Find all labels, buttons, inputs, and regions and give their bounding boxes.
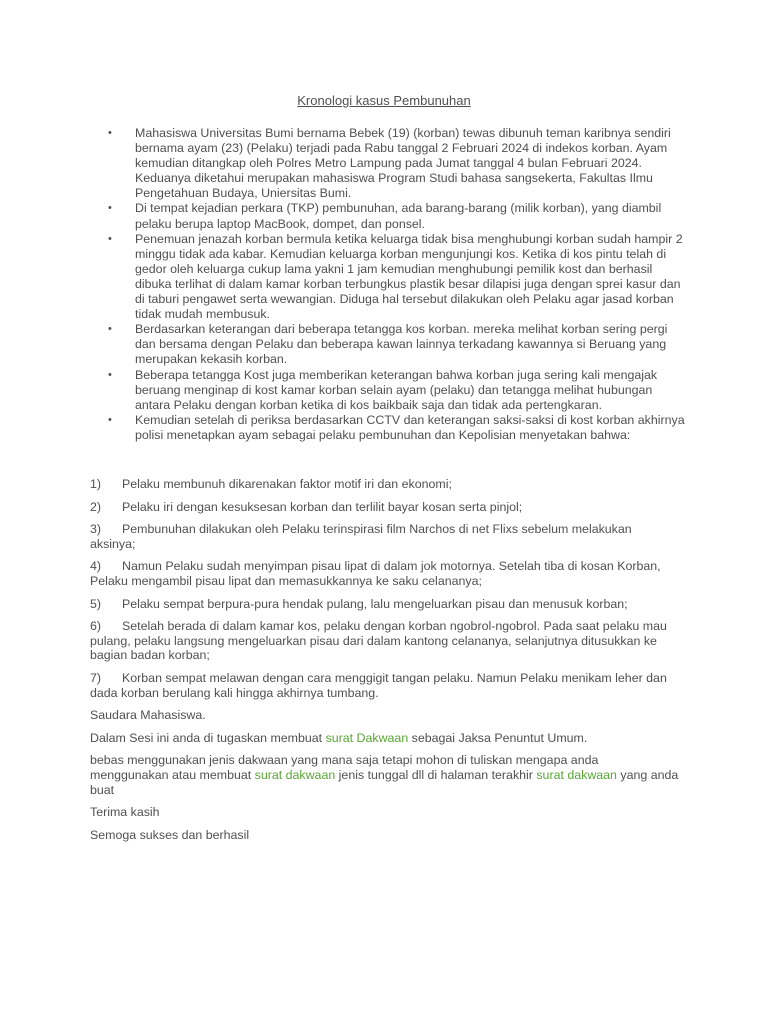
item-number: 7) [90, 670, 102, 685]
item-number: 1) [90, 477, 102, 491]
bullet-text: Kemudian setelah di periksa berdasarkan CCTV dan keterangan saksi-saksi di kost korban akhirnya polisi menetapkan ayam sebagai pelaku pembunuhan dan Kepolisian menyetakan bahwa: [135, 412, 685, 442]
item-text: Setelah berada di dalam kamar kos, pelaku dengan korban ngobrol-ngobrol. Pada saat pelaku mau pulang, pelaku langsung mengeluarkan pisau dari dalam kantong celananya, selanjutnya ditusukkan ke bagian badan korban; [90, 619, 667, 663]
numbered-item [90, 500, 680, 515]
item-text: Pembunuhan dilakukan oleh Pelaku terinspirasi film Narchos di net Flixs sebelum melakukan aksinya; [90, 522, 632, 551]
task-paragraph [90, 731, 680, 746]
numbered-item [90, 522, 680, 551]
numbered-item [90, 477, 680, 492]
bullet-text: Penemuan jenazah korban bermula ketika keluarga tidak bisa menghubungi korban sudah hampir 2 minggu tidak ada kabar. Kemudian keluarga korban mengunjungi kos. Ketika di kos pintu telah di gedor oleh keluarga cukup lama yakni 1 jam kemudian menghubungi pemilik kost dan berhasil dibuka terlihat di dalam kamar korban terbungkus plastik besar dilapisi juga dengan sprei kasur dan di taburi pengawet serta wewangian. Diduga hal tersebut dilakukan oleh Pelaku agar jasad korban tidak mudah membusuk. [135, 231, 683, 322]
item-text: Pelaku iri dengan kesuksesan korban dan terlilit bayar kosan serta pinjol; [122, 499, 523, 514]
closing-text: Semoga sukses dan berhasil [90, 827, 250, 842]
bullet-icon: • [108, 232, 112, 245]
greeting-text: Saudara Mahasiswa. [90, 708, 206, 723]
task-text: sebagai Jaksa Penuntut Umum. [408, 730, 588, 745]
numbered-item [90, 597, 680, 612]
item-text: Namun Pelaku sudah menyimpan pisau lipat di dalam jok motornya. Setelah tiba di kosan Korban, Pelaku mengambil pisau lipat dan memasukkannya ke saku celananya; [90, 559, 661, 588]
surat-dakwaan-link[interactable]: surat dakwaan [536, 767, 617, 782]
list-item [108, 201, 688, 231]
item-text: Pelaku membunuh dikarenakan faktor motif iri dan ekonomi; [122, 477, 452, 491]
bullet-icon: • [108, 127, 112, 139]
bullet-text: Di tempat kejadian perkara (TKP) pembunuhan, ada barang-barang (milik korban), yang diambil pelaku berupa laptop MacBook, dompet, dan ponsel. [135, 201, 662, 231]
item-number: 3) [90, 522, 102, 537]
numbered-item [90, 559, 680, 588]
item-number: 6) [90, 619, 102, 634]
bullet-text: Mahasiswa Universitas Bumi bernama Bebek (19) (korban) tewas dibunuh teman karibnya sendiri bernama ayam (23) (Pelaku) terjadi pada Rabu tanggal 2 Februari 2024 di indekos korban. Ayam kemudian ditangkap oleh Polres Metro Lampung pada Jumat tanggal 4 bulan Februari 2024. Keduanya diketahui merupakan mahasiswa Program Studi bahasa sangsekerta, Fakultas Ilmu Pengetahuan Budaya, Uniersitas Bumi. [135, 126, 671, 201]
item-text: Korban sempat melawan dengan cara menggigit tangan pelaku. Namun Pelaku menikam leher dan dada korban berulang kali hingga akhirnya tumbang. [90, 670, 667, 700]
instruction-text: bebas menggunakan jenis dakwaan yang mana saja tetapi mohon di tuliskan mengapa anda menggunakan atau membuat [90, 753, 599, 782]
bullet-icon: • [108, 323, 112, 336]
list-item [108, 232, 688, 323]
document-title: Kronologi kasus Pembunuhan [297, 93, 471, 108]
numbered-section [90, 477, 680, 850]
thanks-text: Terima kasih [90, 805, 160, 820]
list-item [108, 413, 688, 443]
task-text: Dalam Sesi ini anda di tugaskan membuat [90, 730, 326, 745]
bullet-list [108, 126, 688, 443]
bullet-icon: • [108, 368, 112, 381]
item-number: 2) [90, 499, 102, 514]
numbered-item [90, 671, 680, 700]
surat-dakwaan-link[interactable]: surat Dakwaan [325, 730, 409, 745]
item-number: 5) [90, 596, 102, 611]
instruction-paragraph [90, 753, 680, 797]
instruction-text: jenis tunggal dll di halaman terakhir [335, 767, 537, 782]
numbered-item [90, 619, 680, 663]
list-item [108, 322, 688, 367]
bullet-icon: • [108, 202, 112, 215]
item-number: 4) [90, 559, 102, 574]
bullet-icon: • [108, 413, 112, 426]
item-text: Pelaku sempat berpura-pura hendak pulang, lalu mengeluarkan pisau dan menusuk korban; [122, 596, 628, 611]
bullet-text: Beberapa tetangga Kost juga memberikan keterangan bahwa korban juga sering kali mengajak beruang menginap di kost kamar korban selain ayam (pelaku) dan tetangga melihat hubungan antara Pelaku dengan korban ketika di kos baikbaik saja dan tidak ada pertengkaran. [135, 367, 658, 412]
list-item [108, 126, 688, 201]
instruction-text: yang anda buat [90, 767, 679, 797]
bullet-text: Berdasarkan keterangan dari beberapa tetangga kos korban. mereka melihat korban sering pergi dan bersama dengan Pelaku dan beberapa kawan lainnya terkadang kawannya si Beruang yang merupakan kekasih korban. [135, 322, 668, 367]
list-item [108, 368, 688, 413]
surat-dakwaan-link[interactable]: surat dakwaan [254, 767, 336, 782]
